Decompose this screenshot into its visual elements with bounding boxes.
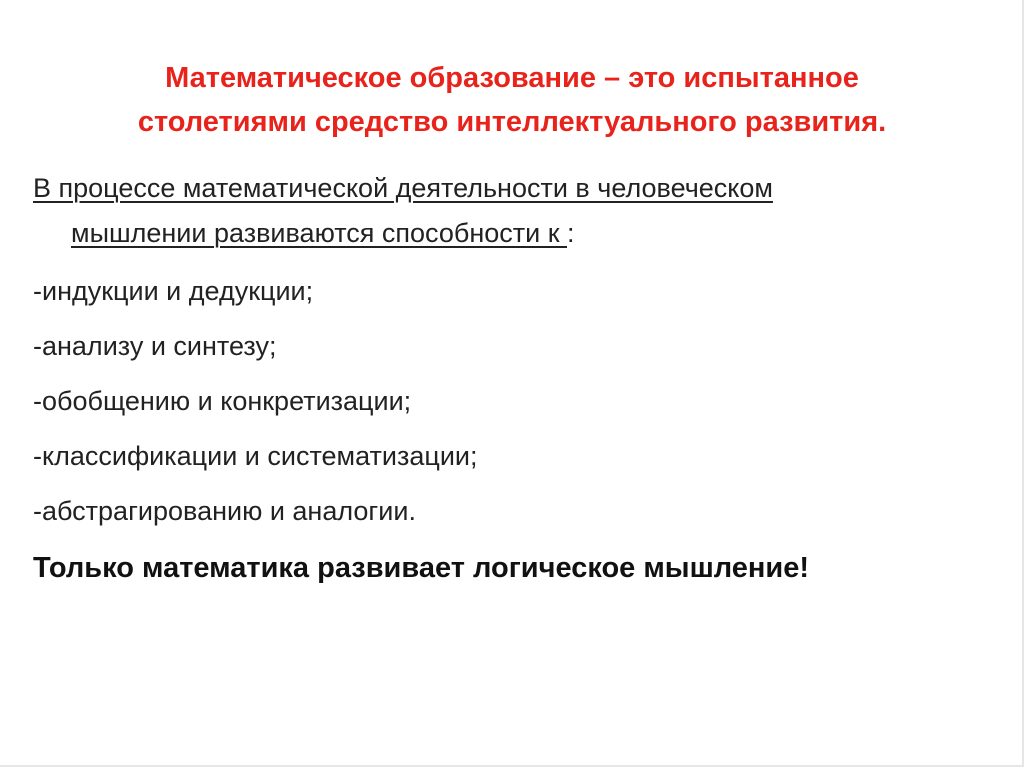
title-line-2: столетиями средство интеллектуального развития.	[137, 106, 887, 138]
intro-line-2-wrapper	[33, 211, 993, 256]
conclusion-text: Только математика развивает логическое мышление!	[33, 552, 810, 584]
slide-body	[33, 166, 993, 593]
intro-colon: :	[567, 218, 575, 248]
intro-line-1: В процессе математической деятельности в человеческом	[33, 173, 773, 203]
list-item: -индукции и дедукции;	[33, 276, 314, 306]
list-item: -анализу и синтезу;	[33, 331, 277, 361]
list-item: -обобщению и конкретизации;	[33, 386, 412, 416]
abilities-list	[33, 264, 993, 539]
title-line-1: Математическое образование – это испытанное	[165, 62, 859, 94]
list-item: -классификации и систематизации;	[33, 441, 478, 471]
slide-title	[40, 56, 984, 144]
intro-line-2: мышлении развиваются способности к	[71, 218, 568, 248]
list-item: -абстрагированию и аналогии.	[33, 496, 416, 526]
intro-paragraph	[33, 166, 993, 256]
